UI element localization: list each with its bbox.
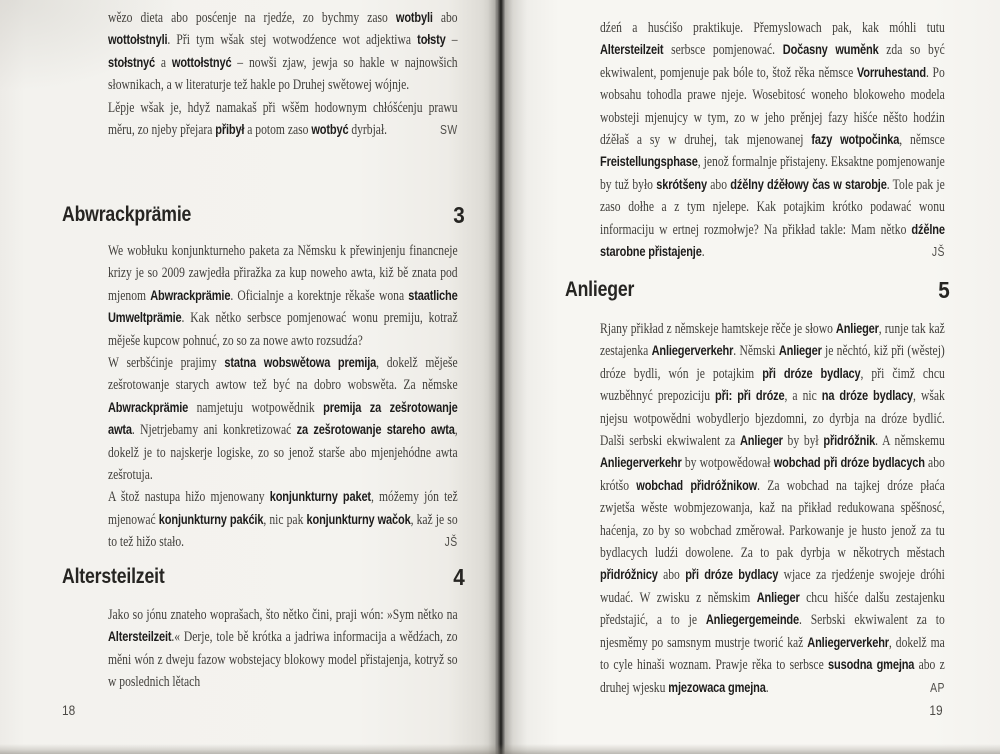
body-text: abo [432, 10, 458, 26]
body-text: a [155, 54, 172, 71]
body-text: . Při tym wšak stej wotwodźence wot adjektiwa [167, 32, 418, 49]
paragraph [600, 318, 945, 699]
intro-paragraphs [108, 7, 458, 141]
highlighted-term: Anlieger [739, 433, 783, 449]
paragraph [108, 240, 458, 352]
highlighted-term: Anliegergemeinde [705, 612, 799, 628]
body-text: by był [782, 433, 824, 450]
highlighted-term: Altersteilzeit [600, 42, 664, 58]
highlighted-term: Freistellungsphase [600, 154, 698, 170]
page-number-left: 18 [62, 702, 76, 718]
highlighted-term: konjunkturny wačok [306, 511, 411, 527]
highlighted-term: skrótšeny [656, 176, 707, 192]
highlighted-term: Abwrackprämie [150, 287, 231, 303]
body-text: . A němskemu [875, 433, 945, 450]
body-text: – nowši zjaw, jewja so hakle w najnowšich słownikach, a w literaturje tež hakle po Druhej swětowej wójnje. [108, 54, 458, 94]
section-number: 5 [938, 277, 950, 303]
body-text: Jako so jónu znateho woprašach, što nětko čini, praji wón: »Sym nětko na [108, 607, 458, 623]
highlighted-term: Anlieger [756, 589, 800, 605]
paragraph [108, 7, 458, 97]
body-text: . Oficialnje a korektnje rěkaše wona [230, 287, 409, 304]
body-text: abo [706, 176, 731, 193]
page-number-right: 19 [929, 702, 943, 718]
body-text: , a nic [784, 388, 822, 405]
highlighted-term: tołsty [417, 32, 446, 48]
body-text: abo [657, 567, 686, 584]
section-title: Abwrackprämie [62, 203, 192, 226]
body-text: dźeń a husćišo praktikuje. Přemyslowach pak, kak móhli tutu [600, 20, 945, 36]
highlighted-term: stołstnyć [108, 54, 156, 70]
author-initials: SW [440, 122, 458, 138]
highlighted-term: za zešrotowanje stareho awta [296, 422, 455, 438]
paragraph [108, 486, 458, 553]
photo-bottom-edge [0, 744, 1000, 754]
right-page [505, 0, 1000, 754]
highlighted-term: fazy wotpočinka [811, 132, 900, 148]
section-body-altersteilzeit [108, 604, 458, 694]
section-title: Anlieger [565, 278, 635, 301]
highlighted-term: Dočasny wuměnk [782, 42, 879, 58]
left-page [0, 0, 497, 754]
highlighted-term: na dróze bydlacy [821, 388, 914, 404]
body-text: We wobłuku konjunkturneho paketa za Němsku k přewinjenju financneje krizy je so 2009 zawjedła přiražka za kup noweho awta, kiž bě znata pod mjenom [108, 243, 458, 304]
highlighted-term: Abwrackprämie [108, 399, 189, 415]
body-text: – [445, 32, 458, 49]
body-text: zda so być ekwiwalent, pomjenuje pak bóle to, štož rěka němsce [600, 42, 945, 81]
highlighted-term: při: při dróze [715, 388, 785, 404]
body-text: , móžemy jón tež mjenować [108, 489, 458, 528]
body-text: abo z druhej wjesku [600, 657, 945, 696]
body-text: . [701, 244, 705, 261]
body-text: , němsce [899, 132, 945, 149]
body-text: , nic pak [263, 511, 307, 528]
continuation-paragraphs [600, 17, 945, 263]
highlighted-term: dźělny dźěłowy čas w starobje [730, 176, 887, 192]
highlighted-term: konjunkturny paket [269, 489, 371, 505]
body-text: . Tole pak je zaso dołhe a z tym njelepe. Kak potajkim krótko podawać wonu informaciju w ertnej rozmołwje? Na přikład takle: Mam nětko [600, 176, 945, 238]
paragraph [108, 352, 458, 486]
body-text: by wotpowědował [681, 455, 774, 472]
body-text: . Němski [733, 343, 779, 360]
section-number: 4 [453, 564, 465, 590]
highlighted-term: mjezowaca gmejna [668, 679, 766, 695]
body-text: , při čimž chcu wuzběhnyć prepoziciju [600, 365, 945, 405]
highlighted-term: wotbyli [395, 10, 433, 25]
body-text: , runje tak kaž zestajenka [600, 321, 945, 360]
highlighted-term: přidróžnicy [600, 567, 658, 583]
highlighted-term: staatliche Umweltprämie [108, 287, 458, 326]
author-initials: JŠ [444, 534, 458, 550]
paragraph [600, 17, 945, 263]
highlighted-term: přidróžnik [823, 433, 876, 449]
author-initials: JŠ [931, 244, 945, 260]
highlighted-term: konjunkturny pakćik [158, 511, 264, 527]
body-text: je něchtó, kiž při (wěstej) dróze bydli, wón je potajkim [600, 343, 945, 382]
section-title: Altersteilzeit [62, 565, 165, 588]
body-text: . Njetrjebamy ani konkretizować [131, 422, 297, 439]
highlighted-term: Anlieger [778, 343, 822, 359]
body-text: Lěpje wšak je, hdyž namakaš při wšěm hodownym chłóšćenju prawu měru, zo njeby přejara [108, 99, 458, 139]
highlighted-term: wotbyć [311, 122, 349, 138]
highlighted-term: wobchad při dróze bydlacych [773, 455, 925, 471]
body-text: , kaž je so to tež hižo stało. [108, 511, 458, 551]
section-body-abwrackpraemie [108, 240, 458, 554]
author-initials: AP [930, 679, 945, 695]
body-text: , dokelž měješe zešrotowanje starych awtow tež być na dobro wobswěta. Za němske [108, 355, 458, 394]
highlighted-term: Vorruhestand [856, 64, 926, 80]
highlighted-term: wottołstnyć [171, 54, 232, 70]
body-text: dyrbjał. [348, 122, 388, 139]
body-text: . Kak nětko serbsce pomjenować wonu premiju, kotraž měješe kupcow pohnuć, zo so za nowe awto rozsudźa? [108, 310, 458, 349]
body-text: . Za wobchad na tajkej dróze płaća zwjetša wěste wobmjezowanja, kaž na přikład redukowana spěšnosć, haćenja, zo by so wobchad změrował. Parkowanje je husto jenož za tu bydlacych ludźi dowolene. Za to pak dyrbja w někotrych městach [600, 477, 945, 562]
highlighted-term: dźělne starobne přistajenje [600, 221, 945, 260]
paragraph [108, 604, 458, 694]
highlighted-term: přibył [215, 122, 245, 138]
body-text: wjace za rjedźenje swojeje dróhi wudać. W zwisku z němskim [600, 567, 945, 606]
highlighted-term: Anliegerverkehr [807, 634, 889, 650]
section-heading-anlieger [565, 277, 950, 303]
highlighted-term: Altersteilzeit [108, 629, 172, 645]
highlighted-term: susodna gmejna [828, 657, 915, 673]
body-text: a potom zaso [244, 122, 312, 139]
body-text: W serbšćinje prajimy [108, 355, 225, 372]
body-text: , jenož formalnje přistajeny. Eksaktne pomjenowanje by tuž było [600, 154, 945, 193]
highlighted-term: premija za zešrotowanje awta [108, 399, 458, 438]
body-text: wězo dieta abo posćenje na rjedźe, zo bychmy zaso [108, 10, 396, 26]
body-text: .« Derje, tole bě krótka a jadriwa informacija a wědźach, zo měni wón z dweju fazow wobstejacy blokowy model přistajenja, kotryž so w poslednich lětach [108, 629, 458, 691]
section-heading-abwrackpraemie [62, 202, 465, 228]
body-text: A štož nastupa hižo mjenowany [108, 489, 270, 506]
highlighted-term: Anliegerverkehr [651, 343, 734, 359]
section-body-anlieger [600, 318, 945, 699]
body-text: serbsce pomjenować. [663, 42, 783, 59]
body-text: . Serbski ekwiwalent za to njesměmy po samsnym mustrje tworić kaž [600, 612, 945, 651]
section-heading-altersteilzeit [62, 564, 465, 590]
highlighted-term: statna wobswětowa premija [224, 355, 377, 371]
body-text: namjetuju wotpowědnik [188, 399, 324, 416]
body-text: , dokelž ma to cyle hinaši woznam. Prawje rěka to serbsce [600, 634, 945, 674]
highlighted-term: wottołstnyli [108, 32, 168, 48]
body-text: . Po wobsahu tohodla prawe njeje. Wosebitosć woneho blokoweho modela wobsteji mjenujcy w tym, zo w jeho prěnjej fazy hišće něšto hodźin dźěłaš a sy w druhej, tak mjenowanej [600, 64, 945, 149]
highlighted-term: při dróze bydlacy [762, 365, 861, 381]
body-text: chcu hišće dalšu zestajenku předstajić, a to je [600, 589, 945, 629]
body-text: . [765, 679, 769, 696]
highlighted-term: Anliegerverkehr [600, 455, 682, 471]
section-number: 3 [453, 202, 465, 228]
body-text: , wšak njejsu wotpowědni wobydlerjo bjezdomni, zo dyrbja na dróze bydlić. Dalši serbski ekwiwalent za [600, 388, 945, 450]
highlighted-term: při dróze bydlacy [685, 567, 779, 583]
highlighted-term: wobchad přidróžnikow [636, 477, 758, 493]
paragraph [108, 97, 458, 142]
body-text: abo krótšo [600, 455, 945, 494]
body-text: Rjany přikład z němskeje hamtskeje rěče je słowo [600, 321, 836, 337]
highlighted-term: Anlieger [835, 321, 879, 336]
body-text: , dokelž je to najskerje logiske, zo so jenož starše abo mjenjehódne awta zešrotuja. [108, 422, 458, 484]
